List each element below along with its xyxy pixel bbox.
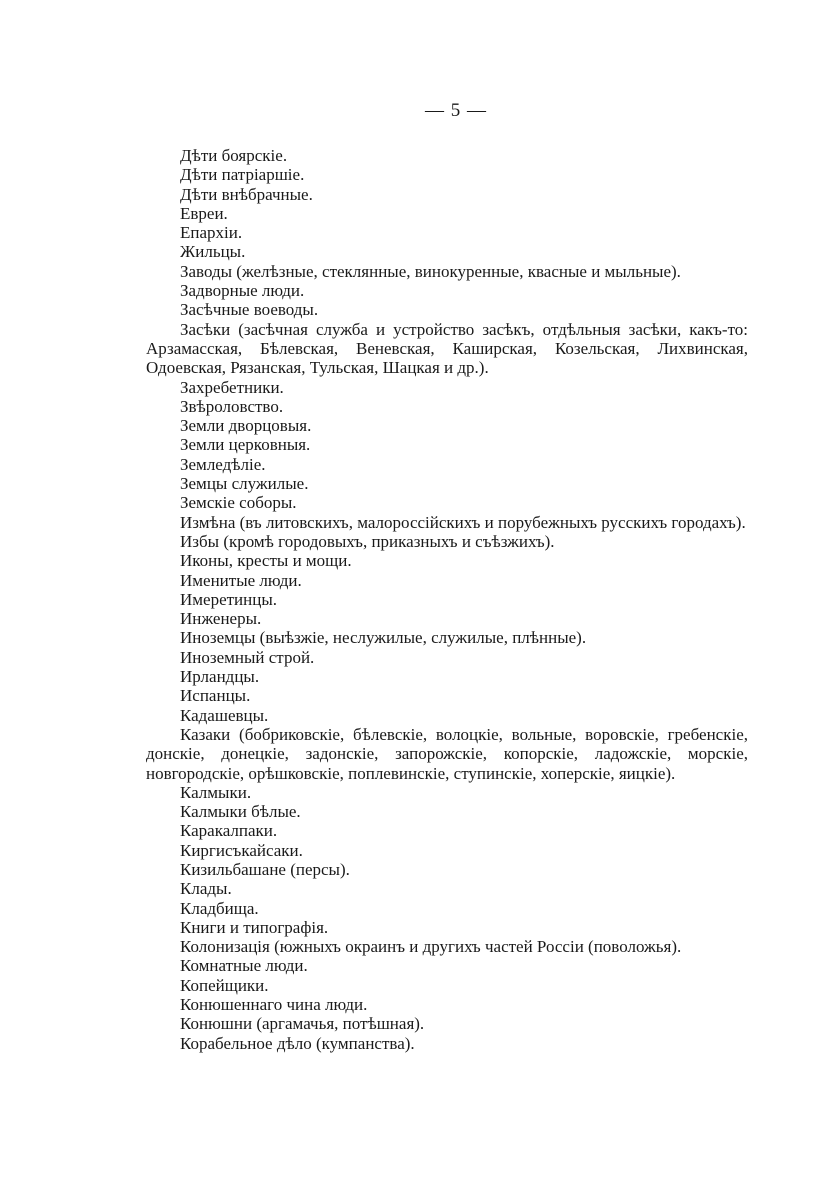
- index-entry: Имеретинцы.: [180, 589, 278, 609]
- index-entry: Каракалпаки.: [180, 821, 278, 841]
- index-entry: Колонизація (южныхъ окраинъ и другихъ частей Россіи (поволожья).: [180, 937, 682, 957]
- index-entry: Инженеры.: [180, 609, 262, 629]
- index-entry: Земли церковныя.: [180, 435, 311, 455]
- index-entry: Калмыки бѣлые.: [180, 802, 301, 822]
- index-entry: Калмыки.: [180, 782, 252, 802]
- index-entry: Иноземцы (выѣзжіе, неслужилые, служилые, плѣнные).: [180, 628, 587, 648]
- index-entry: Заводы (желѣзные, стеклянные, винокуренные, квасные и мыльные).: [180, 261, 681, 281]
- index-entry: Земли дворцовыя.: [180, 416, 312, 436]
- index-entry: Именитые люди.: [180, 570, 302, 590]
- index-entry: Испанцы.: [180, 686, 251, 706]
- index-entry: Корабельное дѣло (кумпанства).: [180, 1033, 415, 1053]
- index-entries: [146, 146, 748, 1053]
- index-entry: Казаки (бобриковскіе, бѣлевскіе, волоцкіе, вольные, воровскіе, гребенскіе, донскіе, донецкіе, задонскіе, запорожскіе, копорскіе, ладожскіе, морскіе, новгородскіе, орѣшковскіе, поплевинскіе, ступинскіе, хоперскіе, яицкіе).: [146, 724, 748, 783]
- index-entry: Земцы служилые.: [180, 474, 309, 494]
- index-entry: Жильцы.: [180, 242, 246, 262]
- page-number: — 5 —: [425, 100, 487, 121]
- index-entry: Евреи.: [180, 203, 228, 223]
- index-entry: Измѣна (въ литовскихъ, малороссійскихъ и порубежныхъ русскихъ городахъ).: [180, 512, 746, 532]
- index-entry: Избы (кромѣ городовыхъ, приказныхъ и съѣзжихъ).: [180, 531, 555, 551]
- index-entry: Засѣчные воеводы.: [180, 300, 319, 320]
- index-entry: Кизильбашане (персы).: [180, 859, 350, 879]
- index-entry: Конюшни (аргамачья, потѣшная).: [180, 1014, 425, 1034]
- index-entry: Дѣти боярскіе.: [180, 146, 288, 165]
- index-entry: Земскіе соборы.: [180, 493, 297, 513]
- index-entry: Дѣти внѣбрачные.: [180, 184, 313, 204]
- index-entry: Земледѣліе.: [180, 454, 266, 474]
- index-entry: Иноземный строй.: [180, 647, 315, 667]
- index-entry: Копейщики.: [180, 975, 269, 995]
- index-entry: Засѣки (засѣчная служба и устройство засѣкъ, отдѣльныя засѣки, какъ-то: Арзамасская, Бѣлевская, Веневская, Каширская, Козельская, Лихвинская, Одоевская, Рязанская, Тульская, Шацкая и др.).: [146, 319, 748, 378]
- index-entry: Ирландцы.: [180, 667, 260, 687]
- index-entry: Задворные люди.: [180, 281, 305, 301]
- index-entry: Клады.: [180, 879, 232, 899]
- index-entry: Комнатные люди.: [180, 956, 308, 976]
- index-entry: Епархіи.: [180, 223, 243, 243]
- index-entry: Конюшеннаго чина люди.: [180, 995, 368, 1015]
- index-entry: Захребетники.: [180, 377, 284, 397]
- index-entry: Кадашевцы.: [180, 705, 269, 725]
- index-entry: Книги и типографія.: [180, 917, 329, 937]
- index-entry: Кладбища.: [180, 898, 259, 918]
- index-entry: Звѣроловство.: [180, 396, 284, 416]
- index-entry: Дѣти патріаршіе.: [180, 165, 305, 185]
- index-entry: Иконы, кресты и мощи.: [180, 551, 352, 571]
- index-entry: Киргисъкайсаки.: [180, 840, 303, 860]
